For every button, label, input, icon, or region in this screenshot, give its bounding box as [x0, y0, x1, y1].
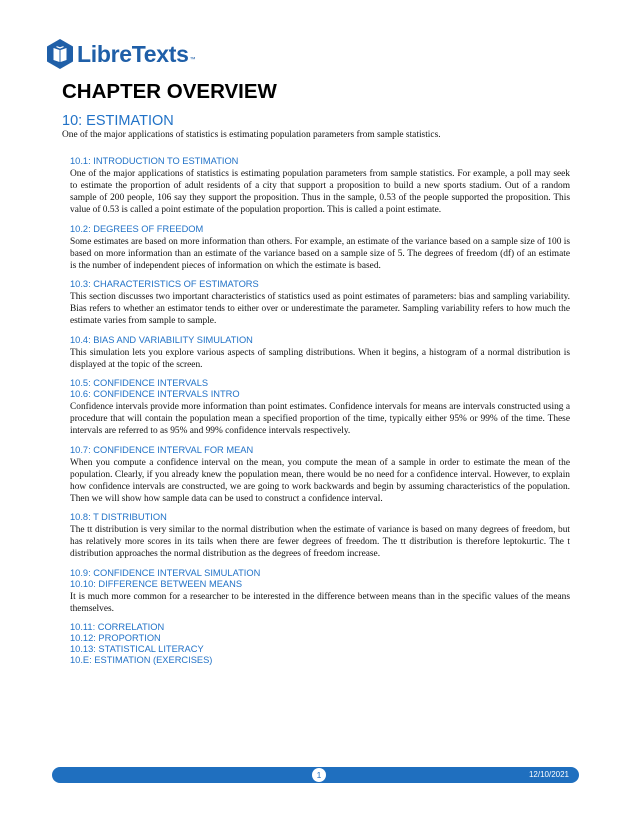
subsection-description: It is much more common for a researcher to be interested in the difference between means than in the specific values of the means themselves.: [70, 591, 570, 614]
remaining-subsection-links: [70, 622, 570, 666]
subsection-link[interactable]: 10.11: CORRELATION: [70, 622, 165, 632]
subsection-description: One of the major applications of statistics is estimating population parameters from sample statistics. For example, a poll may seek to estimate the proportion of adult residents of a city that support a proposition to build a new sports stadium. Out of a random sample of 200 people, 106 say they support the proposition. Thus in the sample, 0.53 of the people supported the proposition. This value of 0.53 is called a point estimate of the population proportion. This is called a point estimate.: [70, 169, 570, 215]
section-title: 10: ESTIMATION: [62, 113, 174, 129]
subsection-entry: [70, 378, 570, 437]
subsection-entry: [70, 156, 570, 216]
subsection-entry: [70, 335, 570, 371]
subsection-link[interactable]: 10.6: CONFIDENCE INTERVALS INTRO: [70, 389, 240, 399]
subsection-link[interactable]: 10.4: BIAS AND VARIABILITY SIMULATION: [70, 334, 253, 345]
brand-trademark: ™: [189, 57, 196, 63]
subsection-description: This section discusses two important characteristics of statistics used as point estimates of parameters: bias and sampling variability. Bias refers to whether an estimator tends to either over or underestimate the parameter. Sampling variability refers to how much the estimate varies from sample to sample.: [70, 292, 570, 326]
subsection-link[interactable]: 10.13: STATISTICAL LITERACY: [70, 644, 204, 654]
subsection-link[interactable]: 10.9: CONFIDENCE INTERVAL SIMULATION: [70, 567, 261, 578]
subsection-entry: [70, 224, 570, 272]
subsection-link[interactable]: 10.1: INTRODUCTION TO ESTIMATION: [70, 156, 239, 166]
subsection-description: When you compute a confidence interval on the mean, you compute the mean of a sample in order to estimate the mean of the population. Clearly, if you already knew the population mean, there would be no need for a confidence interval. However, to explain how confidence intervals are constructed, we are going to work backwards and begin by assuming characteristics of the population. Then we will show how sample data can be used to construct a confidence interval.: [70, 457, 570, 504]
subsection-list: [70, 156, 570, 666]
subsection-link[interactable]: 10.12: PROPORTION: [70, 633, 161, 643]
subsection-entry: [70, 568, 570, 615]
libretexts-logo-icon: [46, 38, 74, 70]
subsection-description: The tt distribution is very similar to the normal distribution when the estimate of variance is based on many degrees of freedom, but has relatively more scores in its tails when there are fewer degrees of freedom. The tt distribution is therefore leptokurtic. The t distribution approaches the normal distribution as the degrees of freedom increase.: [70, 525, 570, 559]
chapter-title: CHAPTER OVERVIEW: [62, 80, 277, 103]
subsection-link[interactable]: 10.5: CONFIDENCE INTERVALS: [70, 378, 209, 388]
brand-name: LibreTexts: [77, 40, 189, 67]
subsection-entry: [70, 445, 570, 505]
subsection-description: This simulation lets you explore various aspects of sampling distributions. When it begins, a histogram of a normal distribution is displayed at the topic of the screen.: [70, 347, 570, 370]
subsection-link[interactable]: 10.3: CHARACTERISTICS OF ESTIMATORS: [70, 279, 259, 289]
subsection-entry: [70, 512, 570, 560]
subsection-entry: [70, 279, 570, 327]
brand-logo[interactable]: [46, 37, 196, 71]
subsection-link[interactable]: 10.7: CONFIDENCE INTERVAL FOR MEAN: [70, 444, 254, 455]
subsection-description: Some estimates are based on more information than others. For example, an estimate of the variance based on a sample size of 100 is based on more information than an estimate of the variance based on a sample size of 5. The degrees of freedom (df) of an estimate is the number of independent pieces of information on which the estimate is based.: [70, 236, 570, 271]
page-footer: [52, 767, 579, 783]
subsection-description: Confidence intervals provide more information than point estimates. Confidence intervals for means are intervals constructed using a procedure that will contain the population mean a specified proportion of the time, typically either 95% or 99% of the time. These intervals are referred to as 95% and 99% confidence intervals respectively.: [70, 402, 570, 436]
subsection-link[interactable]: 10.8: T DISTRIBUTION: [70, 512, 167, 522]
footer-date: 12/10/2021: [528, 770, 569, 779]
subsection-link[interactable]: 10.10: DIFFERENCE BETWEEN MEANS: [70, 578, 243, 589]
section-description: One of the major applications of statistics is estimating population parameters from sample statistics.: [62, 130, 441, 140]
subsection-link[interactable]: 10.E: ESTIMATION (EXERCISES): [70, 655, 213, 665]
subsection-link[interactable]: 10.2: DEGREES OF FREEDOM: [70, 223, 204, 234]
page-number: 1: [312, 768, 326, 782]
